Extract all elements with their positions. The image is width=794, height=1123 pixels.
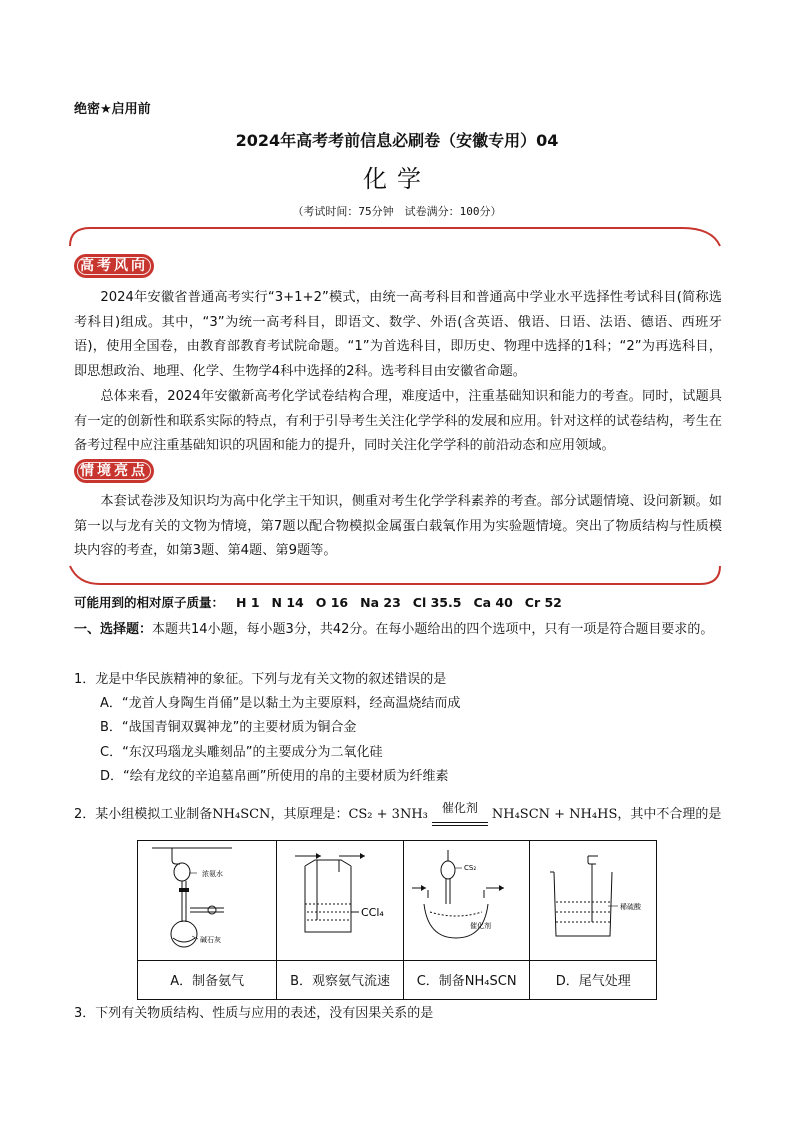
mass-item: N 14 [271,595,304,610]
reaction-arrow [430,801,490,821]
caption-a: A．制备氨气 [138,960,277,999]
label-catalyst: 催化剂 [469,922,491,931]
q2-reactants: CS₂ + 3NH₃ [348,807,428,822]
mass-item: Cl 35.5 [412,595,462,610]
question-3-stem: 3．下列有关物质结构、性质与应用的表述，没有因果关系的是 [74,1006,434,1021]
label-cs2: CS₂ [463,864,476,873]
mass-item: H 1 [236,595,260,610]
mass-item: O 16 [315,595,349,610]
badge-gaokao-trend: 高考风向 [74,254,154,278]
mass-item: Na 23 [360,595,401,610]
badge-highlights: 情境亮点 [74,459,154,483]
label-ccl4: CCl₄ [361,906,384,920]
question-2-stem [74,803,734,822]
caption-d: D．尾气处理 [530,960,657,999]
gas-flow-bottle-figure [281,842,399,954]
apparatus-a-cell [138,841,277,961]
question-1-stem: 1．龙是中华民族精神的象征。下列与龙有关文物的叙述错误的是 [74,672,447,687]
atomic-masses [74,593,574,611]
atomic-masses-label: 可能用到的相对原子质量： [74,595,225,610]
section-one-heading: 一、选择题： [74,622,153,637]
q2-product-formula: NH₄SCN [212,807,271,822]
q2-suffix: ，其中不合理的是 [617,807,722,822]
subject-title: 化学 [363,165,431,193]
question-1-option-a: A．“龙首人身陶生肖俑”是以黏土为主要原料，经高温烧结而成 [100,696,461,711]
exam-info: （考试时间：75分钟 试卷满分：100分） [292,205,502,218]
caption-b: B．观察氨气流速 [277,960,404,999]
tail-gas-absorber-figure [534,842,652,954]
mass-item: Cr 52 [524,595,562,610]
question-1-option-d: D．“绘有龙纹的辛追墓帛画”所使用的帛的主要材质为纤维素 [100,769,449,784]
apparatus-d-cell [530,841,657,961]
thiocyanate-reactor-figure [408,842,526,954]
apparatus-c-cell [403,841,530,961]
gaokao-paragraph-1: 2024年安徽省普通高考实行“3+1+2”模式，由统一高考科目和普通高中学业水平选择性考试科目(简称选考科目)组成。其中，“3”为统一高考科目，即语文、数学、外语(含英语、俄语、日语、法语、德语、西班牙语)，使用全国卷，由教育部教育考试院命题。“1”为首选科目，即历史、物理中选择的1科；“2”为再选科目，即思想政治、地理、化学、生物学4科中选择的2科。选考科目由安徽省命题。 [74,290,722,379]
label-dilute-sulfuric: 稀硫酸 [620,903,642,912]
secret-label: 绝密★启用前 [74,102,151,117]
label-soda-lime: 碱石灰 [200,936,222,945]
apparatus-table [137,840,657,1000]
apparatus-b-cell [277,841,404,961]
question-1-option-b: B．“战国青铜双翼神龙”的主要材质为铜合金 [100,720,357,735]
gaokao-paragraph-2: 总体来看，2024年安徽新高考化学试卷结构合理，难度适中，注重基础知识和能力的考查。同时，试题具有一定的创新性和联系实际的特点，有利于引导考生关注化学学科的发展和应用。针对这样的试卷结构，考生在备考过程中应注重基础知识的巩固和能力的提升，同时关注化学学科的前沿动态和应用领域。 [74,389,722,453]
highlights-paragraph: 本套试卷涉及知识均为高中化学主干知识，侧重对考生化学学科素养的考查。部分试题情境、设问新颖。如第一以与龙有关的文物为情境，第7题以配合物模拟金属蛋白载氧作用为实验题情境。突出了物质结构与性质模块内容的考查，如第3题、第4题、第9题等。 [74,494,722,558]
section-one-text: 本题共14小题，每小题3分，共42分。在每小题给出的四个选项中，只有一项是符合题目要求的。 [152,622,714,637]
label-conc-ammonia: 浓氨水 [202,870,224,879]
caption-c: C．制备NH₄SCN [403,960,530,999]
q2-prefix: 2．某小组模拟工业制备 [74,807,213,822]
ammonia-generator-figure [142,842,272,954]
q2-products: NH₄SCN + NH₄HS [491,807,618,822]
mass-item: Ca 40 [473,595,513,610]
section-one-instructions [74,618,722,642]
catalyst-label: 催化剂 [441,801,478,815]
question-1-option-c: C．“东汉玛瑙龙头雕刻品”的主要成分为二氧化硅 [100,745,383,760]
exam-title: 2024年高考考前信息必刷卷（安徽专用）04 [235,131,559,150]
q2-mid: ，其原理是： [270,807,349,822]
